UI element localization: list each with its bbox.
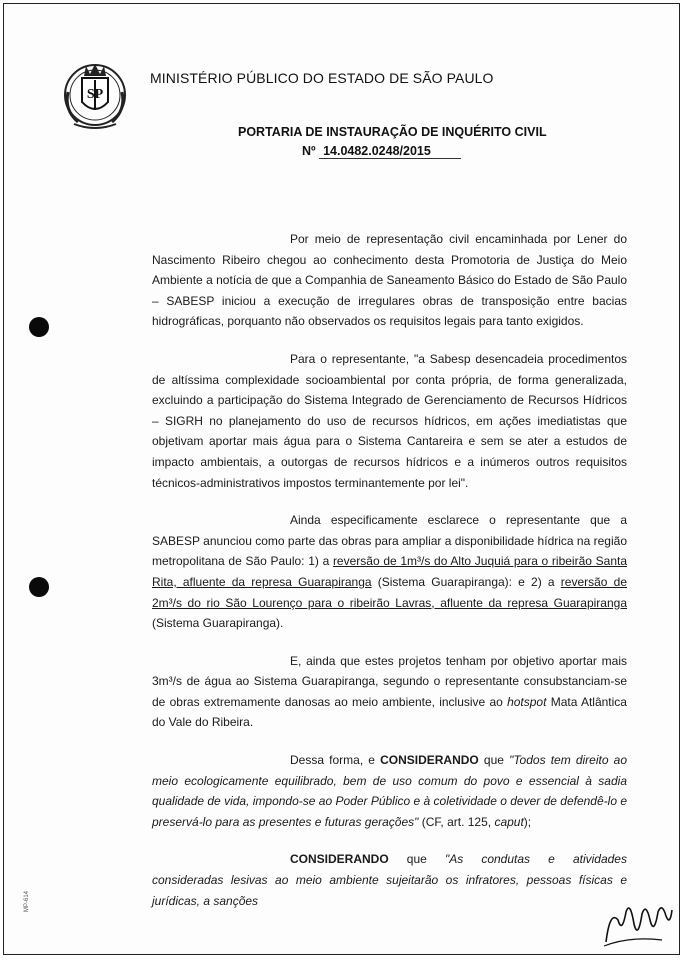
margin-note: MP-614 bbox=[24, 890, 30, 912]
portaria-number bbox=[302, 144, 461, 158]
portaria-title: PORTARIA DE INSTAURAÇÃO DE INQUÉRITO CIVIL bbox=[238, 125, 547, 139]
p3-underlined-1: reversão de 1m³/s do Alto Juquiá para o ribeirão Santa Rita, afluente da represa Guarapiranga bbox=[152, 554, 627, 589]
p5-considerando: CONSIDERANDO bbox=[380, 753, 479, 768]
p5-quote: "Todos tem direito ao meio ecologicamente equilibrado, bem de uso comum do povo e essencial à sadia qualidade de vida, impondo-se ao Poder Público e à coletividade o dever de defendê-lo e preservá-lo para as presentes e futuras gerações" bbox=[152, 753, 627, 829]
paragraph-3 bbox=[152, 510, 627, 634]
p5-text-a: Dessa forma, e bbox=[290, 753, 381, 768]
p3-underlined-2: reversão de 2m³/s do rio São Lourenço para o ribeirão Lavras, afluente da represa Guarapiranga bbox=[152, 574, 628, 610]
paragraph-2: Para o representante, "a Sabesp desencadeia procedimentos de altíssima complexidade socioambiental por conta própria, de forma generalizada, excluindo a participação do Sistema Integrado de Gerenciamento de Recursos Hídricos – SIGRH no planejamento do uso de recursos hídricos, em ações imediatistas que objetivam aportar mais água para o Sistema Cantareira e sem se ater a estudos de impacto ambientais, a outorgas de recursos hídricos e a inúmeros outros requisitos técnicos-administrativos impostos terminantemente por lei". bbox=[152, 351, 627, 490]
seal-letters: SP bbox=[86, 87, 104, 102]
ministry-heading: MINISTÉRIO PÚBLICO DO ESTADO DE SÃO PAULO bbox=[150, 70, 494, 86]
document-page bbox=[3, 3, 680, 955]
p3-text-c: (Sistema Guarapiranga). bbox=[152, 616, 284, 631]
handwritten-signature bbox=[600, 890, 676, 950]
punch-hole-bottom bbox=[29, 577, 49, 597]
p5-text-b: que bbox=[478, 753, 510, 768]
p5-text-c: (CF, art. 125, bbox=[418, 814, 495, 829]
p6-considerando: CONSIDERANDO bbox=[290, 852, 389, 867]
number-value: 14.0482.0248/2015 bbox=[319, 144, 461, 159]
punch-hole-top bbox=[29, 317, 49, 337]
paragraph-1: Por meio de representação civil encaminhada por Lener do Nascimento Ribeiro chegou ao conhecimento desta Promotoria de Justiça do Meio Ambiente a notícia de que a Companhia de Saneamento Básico do Estado de São Paulo – SABESP iniciou a execução de irregulares obras de transposição entre bacias hidrográficas, porquanto não observados os requisitos legais para tanto exigidos. bbox=[152, 232, 627, 329]
p6-quote: "As condutas e atividades consideradas lesivas ao meio ambiente sujeitarão os infratores, pessoas físicas e jurídicas, a sanções bbox=[152, 852, 627, 908]
p5-caput: caput bbox=[494, 814, 524, 829]
number-prefix: Nº bbox=[302, 144, 316, 158]
p5-text-d: ); bbox=[523, 814, 532, 829]
p4-text-b: Mata Atlântica do Vale do Ribeira. bbox=[152, 694, 627, 730]
p3-text-a: Ainda especificamente esclarece o representante que a SABESP anunciou como parte das obras para ampliar a disponibilidade hídrica na região metropolitana de São Paulo: 1) a bbox=[152, 513, 627, 569]
paragraph-5 bbox=[152, 750, 627, 832]
p4-hotspot: hotspot bbox=[507, 694, 547, 709]
p3-text-b: (Sistema Guarapiranga): e 2) a bbox=[371, 574, 561, 589]
paragraph-4 bbox=[152, 651, 627, 733]
paragraph-6 bbox=[152, 849, 627, 911]
p4-text-a: E, ainda que estes projetos tenham por objetivo aportar mais 3m³/s de água ao Sistema Guarapiranga, segundo o representante consubstanciam-se de obras extremamente danosas ao meio ambiente, inclusive ao bbox=[152, 653, 627, 709]
p6-text-a: que bbox=[388, 852, 445, 867]
coat-of-arms-seal bbox=[54, 52, 136, 134]
document-body bbox=[152, 229, 627, 928]
